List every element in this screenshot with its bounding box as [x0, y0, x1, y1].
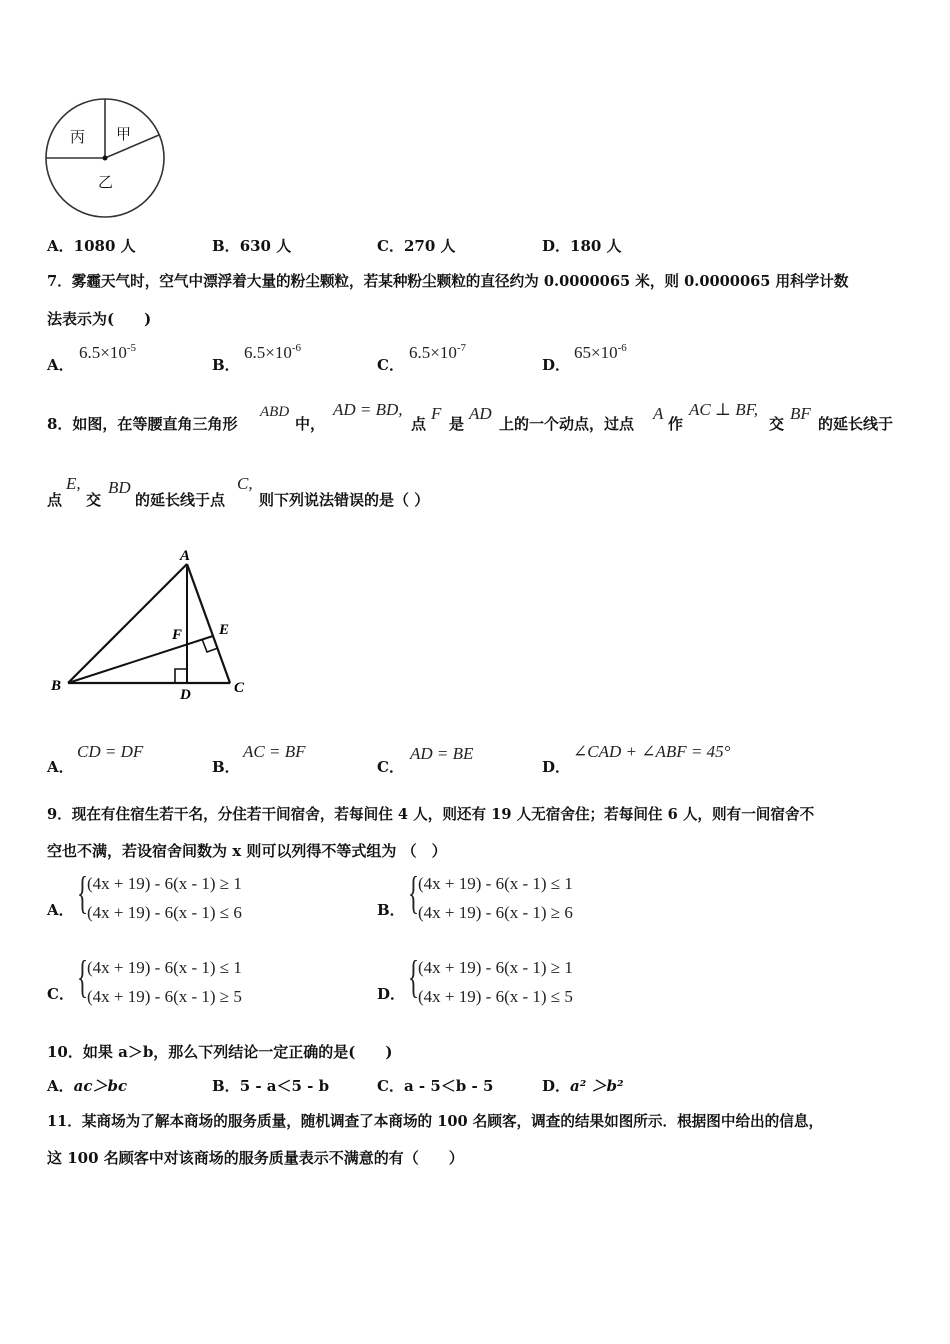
q8-option-a[interactable]: A． CD = DF [47, 742, 144, 776]
q9-c-inequality-1: (4x + 19) - 6(x - 1) ≤ 1 [87, 958, 242, 977]
q9-d-inequality-1: (4x + 19) - 6(x - 1) ≥ 1 [418, 958, 573, 977]
q9-a-inequality-1: (4x + 19) - 6(x - 1) ≥ 1 [87, 874, 242, 893]
q10-stem: 10．如果 a＞b，那么下列结论一定正确的是( ) [47, 1043, 393, 1061]
label-A: A [180, 548, 191, 564]
q7-stem-line2: 法表示为( ) [47, 310, 152, 328]
pie-label-jia: 甲 [116, 127, 132, 143]
pie-label-yi: 乙 [98, 175, 114, 191]
label-F: F [172, 627, 183, 643]
q8-stem-line2: 点 E, 交 BD 的延长线于点 C, 则下列说法错误的是（ ） [47, 474, 430, 509]
pie-figure [40, 92, 175, 224]
q8-option-b[interactable]: B． AC = BF [212, 742, 306, 776]
q9-stem-line2: 空也不满，若设宿舍间数为 x 则可以列得不等式组为 （ ） [47, 842, 447, 860]
q7-option-d[interactable]: D． $65\times 10^{-6}$ [542, 342, 627, 374]
q10-option-c[interactable]: C．a - 5＜b - 5 [377, 1077, 494, 1095]
pie-center-dot [103, 156, 108, 161]
q7-option-b[interactable]: B． $6.5\times 10^{-6}$ [212, 342, 302, 374]
q7-stem-line1: 7．雾霾天气时，空气中漂浮着大量的粉尘颗粒，若某种粉尘颗粒的直径约为 0.0000065 米，则 0.0000065 用科学计数 [47, 273, 849, 290]
q10-option-d[interactable]: D．a² ＞b² [542, 1077, 624, 1095]
q6-option-d[interactable]: D．180 人 [542, 237, 622, 255]
q9-option-c[interactable]: C． { (4x + 19) - 6(x - 1) ≤ 1 (4x + 19) - 6(x - 1) ≥ 5 [47, 951, 242, 1006]
label-E: E [219, 622, 230, 638]
q9-stem-line1: 9．现在有住宿生若干名，分住若干间宿舍，若每间住 4 人，则还有 19 人无宿舍住；若每间住 6 人，则有一间宿舍不 [47, 806, 815, 823]
q6-option-c[interactable]: C．270 人 [377, 237, 456, 255]
label-D: D [180, 687, 191, 703]
q8-option-c[interactable]: C． AD = BE [377, 744, 474, 776]
segment-BE [68, 636, 213, 683]
q9-d-inequality-2: (4x + 19) - 6(x - 1) ≤ 5 [418, 987, 573, 1006]
segment-AB [68, 564, 187, 683]
q9-c-inequality-2: (4x + 19) - 6(x - 1) ≥ 5 [87, 987, 242, 1006]
pie-radius-diagonal [105, 135, 159, 158]
q9-b-inequality-2: (4x + 19) - 6(x - 1) ≥ 6 [418, 903, 573, 922]
q7-option-a[interactable]: A． $6.5\times 10^{-5}$ [47, 342, 137, 374]
right-angle-mark-D [175, 669, 187, 683]
pie-label-bing: 丙 [70, 130, 86, 146]
q6-option-b[interactable]: B．630 人 [212, 237, 292, 255]
q11-stem-line1: 11．某商场为了解本商场的服务质量，随机调查了本商场的 100 名顾客，调查的结果如图所示．根据图中给出的信息， [47, 1113, 824, 1130]
q9-option-d[interactable]: D． { (4x + 19) - 6(x - 1) ≥ 1 (4x + 19) - 6(x - 1) ≤ 5 [377, 951, 573, 1006]
q10-option-b[interactable]: B．5 - a＜5 - b [212, 1077, 330, 1095]
q9-option-b[interactable]: B． { (4x + 19) - 6(x - 1) ≤ 1 (4x + 19) - 6(x - 1) ≥ 6 [377, 867, 573, 922]
q11-stem-line2: 这 100 名顾客中对该商场的服务质量表示不满意的有（ ） [47, 1149, 464, 1167]
q9-a-inequality-2: (4x + 19) - 6(x - 1) ≤ 6 [87, 903, 242, 922]
q9-option-a[interactable]: A． { (4x + 19) - 6(x - 1) ≥ 1 (4x + 19) - 6(x - 1) ≤ 6 [47, 867, 242, 922]
label-C: C [234, 680, 245, 696]
q9-b-inequality-1: (4x + 19) - 6(x - 1) ≤ 1 [418, 874, 573, 893]
label-B: B [51, 678, 62, 694]
q8-stem-line1: 8．如图，在等腰直角三角形 ABD 中， AD = BD, 点 F 是 AD 上的一个动点，过点 A 作 AC ⊥ BF, 交 BF 的延长线于 [47, 400, 894, 433]
q6-option-a[interactable]: A．1080 人 [47, 237, 136, 255]
q8-triangle-figure [44, 540, 264, 705]
q10-option-a[interactable]: A．ac＞bc [47, 1077, 128, 1095]
q8-option-d[interactable]: D． ∠CAD + ∠ABF = 45° [542, 742, 731, 776]
q7-option-c[interactable]: C． $6.5\times 10^{-7}$ [377, 342, 467, 374]
